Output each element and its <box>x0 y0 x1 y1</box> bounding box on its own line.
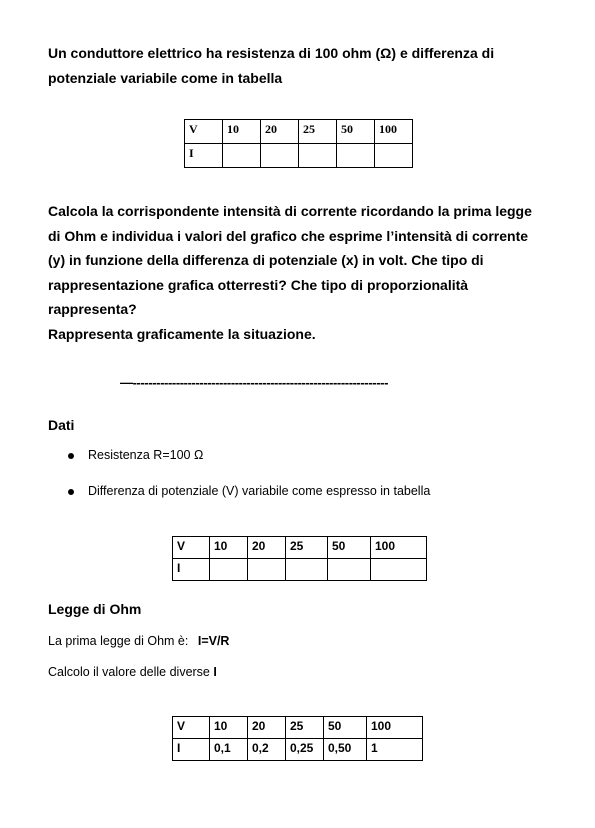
table-cell: V <box>185 120 223 144</box>
intro-paragraph <box>48 41 558 90</box>
table-row <box>173 537 427 559</box>
table-cell: 10 <box>210 537 248 559</box>
table-row <box>173 739 423 761</box>
problem-table <box>184 119 413 168</box>
intro-line-2: potenziale variabile come in tabella <box>48 69 283 86</box>
table-cell <box>337 144 375 168</box>
table-cell: 0,50 <box>324 739 367 761</box>
table-cell: 100 <box>371 537 427 559</box>
table-cell: I <box>173 739 210 761</box>
table-row <box>185 144 413 168</box>
question-line-6: Rappresenta graficamente la situazione. <box>48 325 316 342</box>
table-cell: I <box>173 559 210 581</box>
table-cell: 50 <box>337 120 375 144</box>
table-cell <box>286 559 328 581</box>
calc-line <box>48 665 217 679</box>
table-cell <box>299 144 337 168</box>
bullet-text: Differenza di potenziale (V) variabile come espresso in tabella <box>88 484 431 498</box>
table-cell: 1 <box>367 739 423 761</box>
calc-variable: I <box>213 665 217 679</box>
table-cell: 50 <box>324 717 367 739</box>
table-cell: 0,25 <box>286 739 324 761</box>
table-cell <box>375 144 413 168</box>
table-cell: 50 <box>328 537 371 559</box>
table-cell: 20 <box>261 120 299 144</box>
table-cell: V <box>173 537 210 559</box>
separator-line: —----------------------------------------------------------------- <box>120 375 388 390</box>
ohm-law-prefix: La prima legge di Ohm è: <box>48 634 189 648</box>
table-cell <box>328 559 371 581</box>
calc-prefix: Calcolo il valore delle diverse <box>48 665 210 679</box>
question-paragraph <box>48 199 558 346</box>
intro-line-1: Un conduttore elettrico ha resistenza di 100 ohm (Ω) e differenza di <box>48 45 495 61</box>
question-line-4: rappresentazione grafica otterresti? Che tipo di proporzionalità <box>48 276 469 293</box>
table-cell: 25 <box>286 717 324 739</box>
table-cell: 20 <box>248 537 286 559</box>
table-cell: I <box>185 144 223 168</box>
table-cell <box>210 559 248 581</box>
ohm-law-formula: I=V/R <box>197 634 230 648</box>
table-row <box>185 120 413 144</box>
table-cell <box>371 559 427 581</box>
table-cell: 0,1 <box>210 739 248 761</box>
ohm-law-line <box>48 634 229 648</box>
table-cell: 0,2 <box>248 739 286 761</box>
table-cell: 10 <box>210 717 248 739</box>
bullet-icon <box>68 489 74 495</box>
table-cell <box>261 144 299 168</box>
table-cell: 10 <box>223 120 261 144</box>
ohm-heading: Legge di Ohm <box>48 601 142 617</box>
question-line-1: Calcola la corrispondente intensità di corrente ricordando la prima legge <box>48 203 532 219</box>
question-line-3: (y) in funzione della differenza di potenziale (x) in volt. Che tipo di <box>48 252 484 268</box>
table-row <box>173 717 423 739</box>
data-table <box>172 536 427 581</box>
table-cell: 25 <box>299 120 337 144</box>
question-line-2: di Ohm e individua i valori del grafico che esprime l’intensità di corrente <box>48 227 529 244</box>
question-line-5: rappresenta? <box>48 301 137 317</box>
table-cell: 100 <box>375 120 413 144</box>
result-table <box>172 716 423 761</box>
table-cell <box>223 144 261 168</box>
table-row <box>173 559 427 581</box>
table-cell: 100 <box>367 717 423 739</box>
table-cell: V <box>173 717 210 739</box>
table-cell: 25 <box>286 537 328 559</box>
table-cell: 20 <box>248 717 286 739</box>
table-cell <box>248 559 286 581</box>
bullet-icon <box>68 453 74 459</box>
dati-heading: Dati <box>48 417 75 433</box>
bullet-text: Resistenza R=100 Ω <box>88 448 204 462</box>
